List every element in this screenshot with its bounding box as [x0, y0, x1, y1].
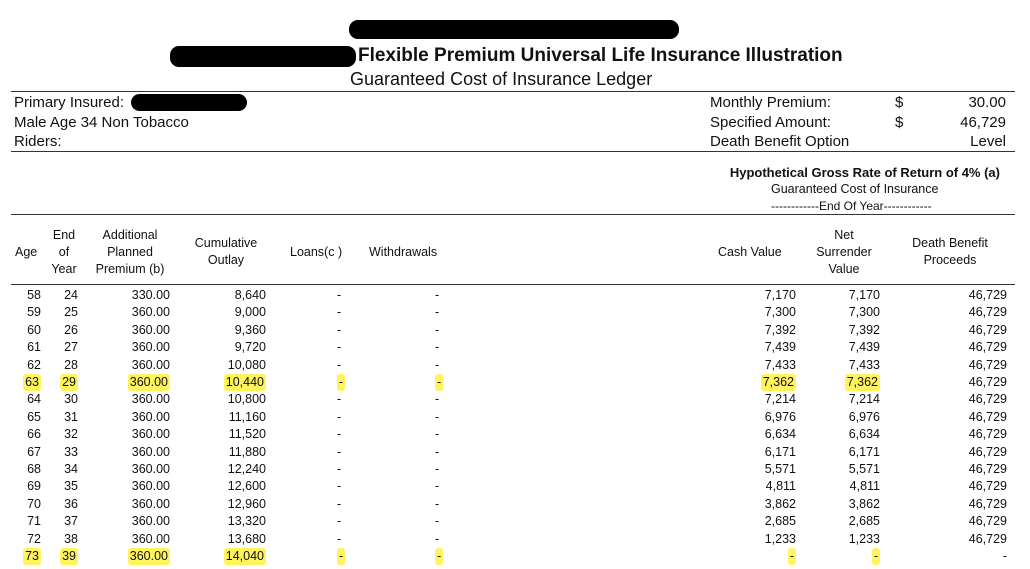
cell-death-benefit: 46,729 [968, 531, 1007, 546]
cell-premium: 360.00 [131, 409, 170, 424]
cell-cash-value: - [789, 549, 794, 563]
cell-premium: 360.00 [131, 305, 170, 320]
cell-death-benefit: 46,729 [968, 479, 1007, 494]
cell-net-surrender: 1,233 [848, 531, 880, 546]
cell-cash-value: 7,433 [764, 357, 796, 372]
cell-cash-value: 6,171 [764, 444, 796, 459]
cell-outlay: 14,040 [225, 549, 264, 563]
table-row [0, 287, 1030, 304]
cell-outlay: 11,520 [228, 427, 266, 442]
cell-withdrawals: - [435, 322, 440, 337]
cell-age: 67 [27, 444, 41, 459]
cell-outlay: 12,600 [227, 479, 266, 494]
cell-death-benefit: 46,729 [968, 409, 1007, 424]
cell-withdrawals: - [435, 496, 440, 511]
cell-year: 31 [64, 409, 78, 424]
col-header-death-benefit: Death Benefit Proceeds [912, 236, 988, 267]
monthly-premium-currency: $ [895, 94, 904, 111]
cell-death-benefit: - [1002, 549, 1007, 563]
cell-outlay: 9,360 [234, 322, 266, 337]
cell-loans: - [337, 479, 342, 494]
redaction-bar-title [170, 46, 356, 67]
col-header-age: Age [15, 245, 38, 259]
cell-outlay: 8,640 [234, 288, 266, 302]
cell-year: 28 [64, 357, 78, 372]
death-benefit-option-label: Death Benefit Option [710, 133, 850, 150]
cell-death-benefit: 46,729 [968, 375, 1007, 389]
cell-withdrawals: - [435, 305, 440, 320]
cell-premium: 360.00 [131, 462, 170, 476]
cell-withdrawals: - [437, 549, 442, 563]
cell-premium: 360.00 [131, 479, 170, 494]
cell-loans: - [339, 549, 344, 563]
table-row [0, 548, 1030, 565]
cell-net-surrender: 7,392 [848, 322, 880, 337]
cell-age: 69 [27, 479, 41, 494]
table-row [0, 426, 1030, 443]
cell-net-surrender: 6,976 [848, 409, 880, 424]
cell-cash-value: 7,392 [764, 322, 796, 337]
cell-age: 58 [27, 288, 41, 302]
cell-year: 36 [64, 496, 78, 511]
cell-withdrawals: - [435, 479, 440, 494]
cell-cash-value: 7,439 [764, 340, 796, 355]
cell-loans: - [337, 357, 342, 372]
cell-net-surrender: 7,439 [848, 340, 880, 355]
table-row [0, 478, 1030, 495]
cell-death-benefit: 46,729 [968, 288, 1007, 302]
cell-year: 29 [62, 375, 76, 389]
cell-age: 68 [27, 462, 41, 476]
cell-cash-value: 7,214 [764, 392, 796, 407]
table-row [0, 322, 1030, 339]
table-row [0, 374, 1030, 391]
cell-cash-value: 7,300 [764, 305, 796, 320]
col-header-loans: Loans(c ) [290, 245, 343, 259]
table-row [0, 496, 1030, 513]
cell-age: 70 [27, 496, 41, 511]
divider-columns [11, 284, 1015, 285]
hypothetical-subtitle: Guaranteed Cost of Insurance [771, 182, 939, 196]
cell-premium: 330.00 [131, 288, 170, 302]
cell-loans: - [337, 427, 342, 442]
cell-outlay: 11,160 [228, 409, 266, 424]
table-row [0, 444, 1030, 461]
cell-outlay: 12,960 [227, 496, 266, 511]
cell-death-benefit: 46,729 [968, 340, 1007, 355]
redaction-bar-insured [131, 94, 247, 111]
cell-net-surrender: 7,362 [846, 375, 878, 389]
riders-label: Riders: [14, 133, 62, 150]
cell-loans: - [337, 305, 342, 320]
cell-outlay: 13,680 [227, 531, 266, 546]
cell-year: 39 [62, 549, 76, 563]
cell-age: 66 [27, 427, 41, 442]
col-header-withdrawals: Withdrawals [369, 245, 438, 259]
cell-loans: - [337, 531, 342, 546]
cell-age: 73 [25, 549, 39, 563]
col-header-outlay: Cumulative Outlay [194, 236, 258, 267]
cell-cash-value: 7,170 [764, 288, 796, 302]
cell-withdrawals: - [435, 392, 440, 407]
cell-loans: - [337, 444, 342, 459]
cell-net-surrender: 3,862 [848, 496, 880, 511]
col-header-premium: Additional Planned Premium (b) [95, 228, 165, 276]
table-row [0, 531, 1030, 548]
cell-outlay: 12,240 [227, 462, 266, 476]
col-header-cash-value: Cash Value [718, 245, 782, 259]
cell-loans: - [337, 340, 342, 355]
end-of-year-label: ------------End Of Year------------ [771, 199, 932, 213]
cell-year: 30 [64, 392, 78, 407]
redaction-bar-top [349, 20, 679, 39]
cell-year: 24 [64, 288, 78, 302]
cell-cash-value: 4,811 [765, 479, 796, 494]
cell-age: 62 [27, 357, 41, 372]
cell-loans: - [337, 392, 342, 407]
specified-amount-value: 46,729 [960, 114, 1006, 131]
table-row [0, 391, 1030, 408]
cell-net-surrender: 4,811 [849, 479, 880, 494]
cell-death-benefit: 46,729 [968, 392, 1007, 407]
cell-net-surrender: 6,634 [848, 427, 880, 442]
cell-loans: - [337, 462, 342, 476]
cell-net-surrender: 7,433 [848, 357, 880, 372]
cell-outlay: 9,720 [234, 340, 266, 355]
cell-cash-value: 2,685 [764, 514, 796, 529]
cell-premium: 360.00 [131, 531, 170, 546]
cell-withdrawals: - [435, 514, 440, 529]
death-benefit-option-value: Level [970, 133, 1006, 150]
cell-loans: - [337, 322, 342, 337]
cell-withdrawals: - [435, 531, 440, 546]
table-row [0, 339, 1030, 356]
cell-outlay: 13,320 [227, 514, 266, 529]
specified-amount-currency: $ [895, 114, 904, 131]
divider-header [11, 214, 1015, 215]
cell-year: 32 [64, 427, 78, 442]
cell-net-surrender: - [873, 549, 878, 563]
cell-cash-value: 7,362 [762, 375, 794, 389]
cell-year: 25 [64, 305, 78, 320]
cell-cash-value: 3,862 [764, 496, 796, 511]
cell-year: 27 [64, 340, 78, 355]
cell-age: 65 [27, 409, 41, 424]
cell-loans: - [337, 496, 342, 511]
cell-year: 33 [64, 444, 78, 459]
cell-premium: 360.00 [131, 322, 170, 337]
cell-outlay: 10,800 [227, 392, 266, 407]
col-header-net-surrender: Net Surrender Value [816, 228, 872, 276]
specified-amount-label: Specified Amount: [710, 114, 831, 131]
cell-year: 38 [64, 531, 78, 546]
table-row [0, 357, 1030, 374]
cell-withdrawals: - [437, 375, 442, 389]
cell-net-surrender: 2,685 [848, 514, 880, 529]
cell-loans: - [337, 409, 342, 424]
cell-year: 34 [64, 462, 78, 476]
cell-premium: 360.00 [131, 340, 170, 355]
col-header-end-of-year: End of Year [51, 228, 77, 276]
cell-premium: 360.00 [131, 392, 170, 407]
table-row [0, 304, 1030, 321]
cell-loans: - [339, 375, 344, 389]
cell-net-surrender: 5,571 [848, 462, 880, 476]
cell-withdrawals: - [435, 409, 440, 424]
divider-info [11, 151, 1015, 152]
monthly-premium-value: 30.00 [968, 94, 1006, 111]
cell-premium: 360.00 [129, 375, 168, 389]
cell-outlay: 9,000 [234, 305, 266, 320]
cell-net-surrender: 7,214 [848, 392, 880, 407]
cell-premium: 360.00 [131, 496, 170, 511]
cell-withdrawals: - [435, 427, 440, 442]
cell-age: 60 [27, 322, 41, 337]
cell-year: 35 [64, 479, 78, 494]
cell-premium: 360.00 [131, 357, 170, 372]
divider-top [11, 91, 1015, 92]
table-row [0, 513, 1030, 530]
cell-death-benefit: 46,729 [968, 496, 1007, 511]
cell-premium: 360.00 [131, 514, 170, 529]
cell-outlay: 11,880 [228, 444, 266, 459]
cell-death-benefit: 46,729 [968, 357, 1007, 372]
cell-withdrawals: - [435, 462, 440, 476]
cell-cash-value: 6,634 [764, 427, 796, 442]
cell-premium: 360.00 [131, 427, 170, 442]
page-subtitle: Guaranteed Cost of Insurance Ledger [350, 69, 653, 89]
table-row [0, 461, 1030, 478]
cell-withdrawals: - [435, 444, 440, 459]
cell-withdrawals: - [435, 357, 440, 372]
cell-year: 26 [64, 322, 78, 337]
cell-year: 37 [64, 514, 78, 529]
cell-age: 59 [27, 305, 41, 320]
cell-outlay: 10,440 [225, 375, 264, 389]
cell-withdrawals: - [435, 288, 440, 302]
cell-premium: 360.00 [129, 549, 168, 563]
cell-cash-value: 5,571 [764, 462, 796, 476]
cell-loans: - [337, 514, 342, 529]
cell-age: 63 [25, 375, 39, 389]
cell-age: 72 [27, 531, 41, 546]
cell-cash-value: 6,976 [764, 409, 796, 424]
cell-death-benefit: 46,729 [968, 514, 1007, 529]
cell-death-benefit: 46,729 [968, 462, 1007, 476]
cell-withdrawals: - [435, 340, 440, 355]
cell-outlay: 10,080 [227, 357, 266, 372]
cell-net-surrender: 7,300 [848, 305, 880, 320]
cell-death-benefit: 46,729 [968, 322, 1007, 337]
cell-net-surrender: 7,170 [848, 288, 880, 302]
page-title: Flexible Premium Universal Life Insurance Illustration [358, 45, 843, 66]
cell-age: 64 [27, 392, 41, 407]
primary-insured-label: Primary Insured: [14, 94, 125, 111]
cell-death-benefit: 46,729 [968, 444, 1007, 459]
hypothetical-return-title: Hypothetical Gross Rate of Return of 4% (a) [729, 165, 1000, 180]
insured-description: Male Age 34 Non Tobacco [14, 114, 189, 131]
table-row [0, 409, 1030, 426]
cell-age: 61 [27, 340, 41, 355]
monthly-premium-label: Monthly Premium: [710, 94, 831, 111]
cell-death-benefit: 46,729 [968, 427, 1007, 442]
cell-cash-value: 1,233 [764, 531, 796, 546]
cell-death-benefit: 46,729 [968, 305, 1007, 320]
cell-age: 71 [27, 514, 41, 529]
cell-net-surrender: 6,171 [848, 444, 880, 459]
cell-loans: - [337, 288, 342, 302]
cell-premium: 360.00 [131, 444, 170, 459]
